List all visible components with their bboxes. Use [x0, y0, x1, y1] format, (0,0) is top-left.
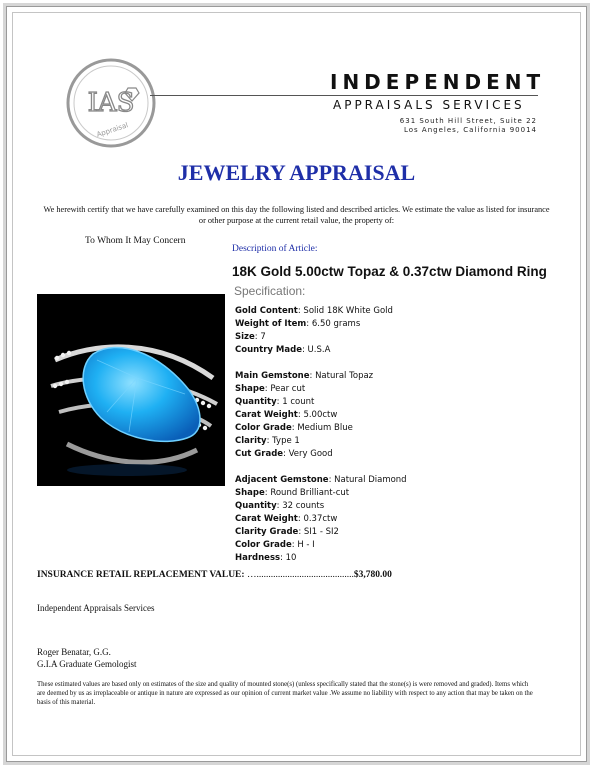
- spec-main-color: Color Grade: Medium Blue: [235, 423, 353, 433]
- certification-text: We herewith certify that we have carefully examined on this day the following listed and described articles. We estimate the value as listed for insurance or other purpose at the current retail value, the property of:: [43, 205, 550, 225]
- signer-title: G.I.A Graduate Gemologist: [37, 659, 137, 669]
- replacement-value-line: [37, 570, 392, 580]
- issuer-name: Independent Appraisals Services: [37, 603, 155, 613]
- description-label: Description of Article:: [232, 244, 318, 254]
- ias-logo: [66, 58, 156, 148]
- signer-name: Roger Benatar, G.G.: [37, 647, 111, 657]
- replacement-value-label: INSURANCE RETAIL REPLACEMENT VALUE:: [37, 570, 245, 580]
- spec-adjacent-quantity: Quantity: 32 counts: [235, 501, 325, 511]
- address-line-1: 631 South Hill Street, Suite 22: [399, 117, 537, 125]
- logo-arc-text: Appraisal: [95, 121, 130, 139]
- spec-gold-content: Gold Content: Solid 18K White Gold: [235, 306, 393, 316]
- spec-main-gemstone: Main Gemstone: Natural Topaz: [235, 371, 374, 381]
- specification-list: [235, 305, 407, 565]
- disclaimer-text: These estimated values are based only on estimates of the size and quality of mounted stone(s) (unless specifically stated that the stone(s) is were removed and graded). Items which are deemed by us as irreplaceable or antique in nature are expressed as our opinion of current market value .We assume no liability with respect to any action that may be taken on the basis of this material.: [37, 681, 533, 706]
- spec-adjacent-clarity: Clarity Grade: SI1 - SI2: [235, 527, 339, 537]
- spec-adjacent-color: Color Grade: H - I: [235, 540, 315, 550]
- ring-photo: [37, 294, 225, 486]
- spec-main-cut: Cut Grade: Very Good: [235, 449, 333, 459]
- spec-main-shape: Shape: Pear cut: [235, 384, 306, 394]
- signature-block: [37, 646, 136, 670]
- spec-adjacent-gemstone: Adjacent Gemstone: Natural Diamond: [235, 475, 407, 485]
- company-subtitle: APPRAISALS SERVICES: [333, 98, 525, 112]
- item-title: 18K Gold 5.00ctw Topaz & 0.37ctw Diamond Ring: [232, 264, 547, 279]
- address-line-2: Los Angeles, California 90014: [404, 126, 537, 134]
- spec-adjacent-hardness: Hardness: 10: [235, 553, 297, 563]
- replacement-value-amount: $3,780.00: [353, 570, 392, 580]
- spec-country: Country Made: U.S.A: [235, 345, 331, 355]
- spec-main-carat: Carat Weight: 5.00ctw: [235, 410, 338, 420]
- spec-main-quantity: Quantity: 1 count: [235, 397, 315, 407]
- company-name: INDEPENDENT: [330, 70, 546, 94]
- specification-label: Specification:: [234, 284, 306, 298]
- spec-main-clarity: Clarity: Type 1: [235, 436, 300, 446]
- spec-adjacent-carat: Carat Weight: 0.37ctw: [235, 514, 338, 524]
- spec-weight: Weight of Item: 6.50 grams: [235, 319, 361, 329]
- header-divider: [150, 95, 538, 96]
- spec-adjacent-shape: Shape: Round Brilliant-cut: [235, 488, 350, 498]
- property-owner: To Whom It May Concern: [85, 236, 186, 246]
- document-title: JEWELRY APPRAISAL: [177, 160, 416, 185]
- logo-letters: IAS: [87, 88, 135, 118]
- leader-dots: ….........................................: [244, 570, 354, 580]
- spec-size: Size: 7: [235, 332, 266, 342]
